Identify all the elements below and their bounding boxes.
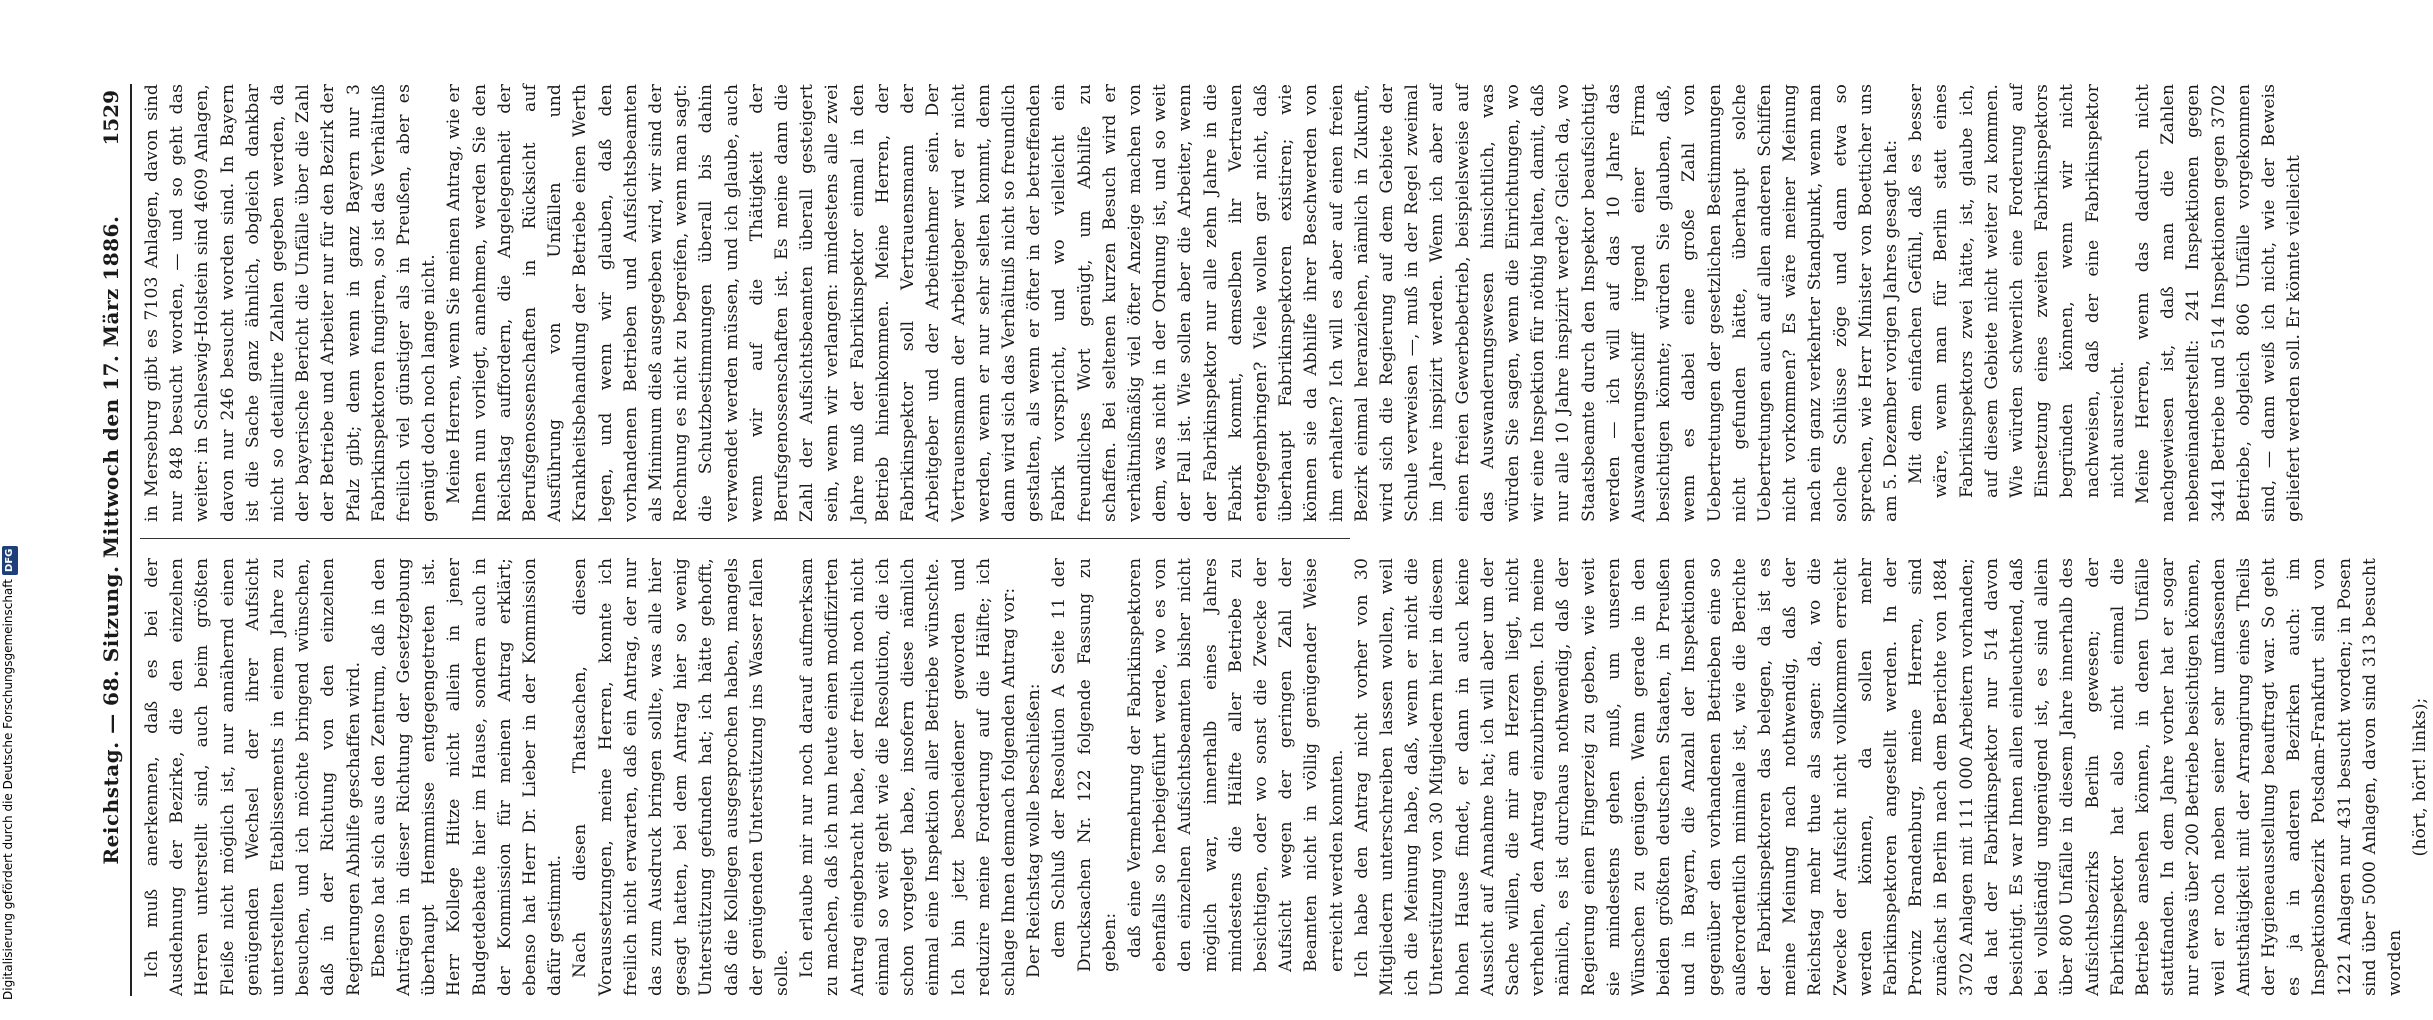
paragraph: Mit dem einfachen Gefühl, daß es besser wäre, wenn man für Berlin statt eines Fabrikinspektors zwei hätte, ist, glaube ich, auf diesem Gebiete nicht weiter zu kommen. Wie würden schwerlich eine Forderung auf Einsetzung eines zweiten Fabrikinspektors begründen können, wenn wir nicht nachweisen, daß der eine Fabrikinspektor nicht ausreicht.	[1906, 84, 2128, 498]
digitization-sidebar	[0, 0, 18, 1000]
paragraph: daß eine Vermehrung der Fabrikinspektoren ebenfalls so herbeigeführt werde, wo es von den einzelnen Aufsichtsbeamten bisher nicht möglich war, innerhalb eines Jahres mindestens die Hälfte aller Betriebe zu besichtigen, oder wo sonst die Zwecke der Aufsicht wegen der geringen Zahl der Beamten nicht in völlig genügender Weise erreicht werden konnten.	[1124, 558, 1347, 972]
paragraph: (hört, hört! links);	[2410, 697, 2431, 857]
page-title: Reichstag. — 68. Sitzung. Mittwoch den 17. März 1886.	[99, 215, 123, 865]
paragraph: in Merseburg gibt es 7103 Anlagen, davon sind nur 848 besucht worden, — und so geht das weiter: in Schleswig-Holstein sind 4609 Anlagen, davon nur 246 besucht worden sind. In Bayern ist die Sache ganz ähnlich, obgleich dankbar nicht so detaillirte Zahlen gegeben werden, da der bayerische Bericht die Unfälle über die Zahl der Betriebe und Arbeiter nur für den Bezirk der Pfalz gibt; denn wenn in ganz Bayern nur 3 Fabrikinspektoren fungiren, so ist das Verhältniß freilich viel günstiger als in Preußen, aber es genügt doch noch lange nicht.	[142, 84, 440, 522]
paragraph: dem Schluß der Resolution A Seite 11 der Drucksachen Nr. 122 folgende Fassung zu geben:	[1049, 558, 1120, 972]
page-header	[96, 90, 126, 990]
paragraph: Ich erlaube mir nur noch darauf aufmerksam zu machen, daß ich nun heute einen modifizirten Antrag eingebracht habe, der freilich noch nicht einmal so weit geht wie die Resolution, die ich schon vorgelegt habe, insofern diese nämlich einmal eine Inspektion aller Betriebe wünschte. Ich bin jetzt bescheidener geworden und reduzire meine Forderung auf die Hälfte; ich schlage Ihnen demnach folgenden Antrag vor:	[797, 558, 1019, 996]
paragraph: Ich habe den Antrag nicht vorher von 30 Mitgliedern unterschreiben lassen wollen, weil ich die Meinung habe, daß, wenn er nicht die Unterstützung von 30 Mitgliedern hier in diesem hohen Hause findet, er dann in auch keine Aussicht auf Annahme hat; ich will aber um der Sache willen, die mir am Herzen liegt, nicht verhehlen, den Antrag einzubringen. Ich meine nämlich, es ist durchaus nothwendig, daß der Regierung einen Fingerzeig zu geben, wie weit sie mindestens gehen muß, um unseren Wünschen zu genügen. Wenn gerade in den beiden größten deutschen Staaten, in Preußen und in Bayern, die Anzahl der Inspektionen gegenüber den vorhandenen Betrieben eine so außerordentlich minimale ist, wie die Berichte der Fabrikinspektoren das belegen, da ist es meine Meinung nach nothwendig, daß der Reichstag mehr thue als sagen: da, wo die Zwecke der Aufsicht nicht vollkommen erreicht werden können, da sollen mehr Fabrikinspektoren angestellt werden. In der Provinz Brandenburg, meine Herren, sind zunächst in Berlin nach dem Berichte von 1884 3702 Anlagen mit 111 000 Arbeitern vorhanden; da hat der Fabrikinspektor nur 514 davon besichtigt. Es war Ihnen allen einleuchtend, daß bei vollständig ungenügend ist, es sind allein über 800 Unfälle in diesem Jahre innerhalb des Aufsichtsbezirks Berlin gewesen; der Fabrikinspektor hat also nicht einmal die Betriebe ansehen können, in denen Unfälle stattfanden. In dem Jahre vorher hat er sogar nur etwas über 200 Betriebe besichtigen können, weil er noch neben seiner sehr umfassenden Amtsthätigkeit mit der Arrangirung eines Theils der Hygieneausstellung beauftragt war. So geht es ja in anderen Bezirken auch: im Inspektionsbezirk Potsdam-Frankfurt sind von 1221 Anlagen nur 431 besucht worden; in Posen sind über 5000 Anlagen, davon sind 313 besucht worden	[1351, 558, 2406, 996]
header-rule	[130, 84, 132, 996]
paragraph: Der Reichstag wolle beschließen:	[1024, 683, 1045, 978]
dfg-logo: DFG	[2, 546, 18, 575]
paragraph: Meine Herren, wenn das dadurch nicht nachgewiesen ist, daß man die Zahlen nebeneinanderstellt: 241 Inspektionen gegen 3441 Betriebe und 514 Inspektionen gegen 3702 Betriebe, obgleich 806 Unfälle vorgekommen sind, — dann weiß ich nicht, wie der Beweis geliefert werden soll. Er könnte vielleicht	[2133, 84, 2305, 522]
right-column	[140, 84, 2305, 522]
digitization-text: Digitalisierung gefördert durch die Deutsche Forschungsgemeinschaft	[1, 578, 15, 1000]
column-divider	[140, 538, 1350, 539]
scanned-page	[80, 60, 2431, 1020]
paragraph: Meine Herren, wenn Sie meinen Antrag, wie er Ihnen nun vorliegt, annehmen, werden Sie den Reichstag auffordern, die Angelegenheit der Berufsgenossenschaften in Rücksicht auf Ausführung von Unfällen und Krankheitsbehandlung der Betriebe einen Werth legen, und wenn wir glauben, daß den vorhandenen Betrieben und Aufsichtsbeamten als Minimum dieß ausgegeben wird, wir sind der Rechnung es nicht zu begreifen, wenn man sagt: die Schutzbestimmungen überall bis dahin verwendet werden müssen, und ich glaube, auch wenn wir auf die Thätigkeit der Berufsgenossenschaften ist. Es meine dann die Zahl der Aufsichtsbeamten überall gesteigert sein, wenn wir verlangen: mindestens alle zwei Jahre muß der Fabrikinspektor einmal in den Betrieb hineinkommen. Meine Herren, der Fabrikinspektor soll Vertrauensmann der Arbeitgeber und der Arbeitnehmer sein. Der Vertrauensmann der Arbeitgeber wird er nicht werden, wenn er nur sehr selten kommt, denn dann wird sich das Verhältniß nicht so freundlich gestalten, als wenn er öfter in der betreffenden Fabrik vorspricht, und wo vielleicht ein freundliches Wort genügt, um Abhilfe zu schaffen. Bei seltenen kurzen Besuch wird er verhältnißmäßig viel öfter Anzeige machen von dem, was nicht in der Ordnung ist, und so weit der Fall ist. Wie sollen aber die Arbeiter, wenn der Fabrikinspektor nur alle zehn Jahre in die Fabrik kommt, demselben ihr Vertrauen entgegenbringen? Viele wollen gar nicht, daß überhaupt Fabrikinspektoren existiren; wie können sie da Abhilfe ihrer Beschwerden von ihm erhalten? Ich will es aber auf einen freien Bezirk einmal heranziehen, nämlich in Zukunft, wird sich die Regierung auf dem Gebiete der Schule verweisen —, muß in der Regel zweimal im Jahre inspizirt werden. Wenn ich aber auf einen freien Gewerbebetrieb, beispielsweise auf das Auswanderungswesen hinsichtlich, was würden Sie sagen, wenn die Einrichtungen, wo wir eine Inspektion für nöthig halten, damit, daß nur alle 10 Jahre inspizirt werde? Gleich da, wo Staatsbeamte durch den Inspektor beaufsichtigt werden — ich will auf das 10 Jahre das Auswanderungsschiff irgend einer Firma besichtigen könnte; würden Sie glauben, daß, wenn es dabei eine große Zahl von Uebertretungen der gesetzlichen Bestimmungen nicht gefunden hätte, überhaupt solche Uebertretungen auch auf allen anderen Schiffen nicht vorkommen? Es wäre meiner Meinung nach ein ganz verkehrter Standpunkt, wenn man solche Schlüsse zöge und dann etwa so sprechen, wie Herr Minister von Boetticher uns am 5. Dezember vorigen Jahres gesagt hat:	[444, 84, 1902, 522]
digitization-credit	[0, 20, 16, 1000]
paragraph: Ebenso hat sich aus den Zentrum, daß in den Anträgen in dieser Richtung der Gesetzgebung überhaupt Hemmnisse entgegengetreten ist. Herr Kollege Hitze nicht allein in jener Budgetdebatte hier im Hause, sondern auch in der Kommission für meinen Antrag erklärt; ebenso hat Herr Dr. Lieber in der Kommission dafür gestimmt.	[368, 558, 566, 996]
paragraph: Nach diesen Thatsachen, diesen Voraussetzungen, meine Herren, konnte ich freilich nicht erwarten, daß ein Antrag, der nur das zum Ausdruck bringen sollte, was alle hier gesagt hatten, bei dem Antrag hier so wenig Unterstützung gefunden hat; ich hätte gehofft, daß die Kollegen ausgesprochen haben, mangels der genügenden Unterstützung ins Wasser fallen solle.	[570, 558, 793, 996]
page-number: 1529	[99, 90, 123, 146]
left-column	[140, 558, 2431, 996]
paragraph: Ich muß anerkennen, daß es bei der Ausdehnung der Bezirke, die den einzelnen Herren unterstellt sind, auch beim größten Fleiße nicht möglich ist, nur annähernd einen genügenden Wechsel der ihrer Aufsicht unterstellten Etablissements in einem Jahre zu besuchen, und ich möchte bringend wünschen, daß in der Richtung von den einzelnen Regierungen Abhilfe geschaffen wird.	[142, 558, 364, 996]
